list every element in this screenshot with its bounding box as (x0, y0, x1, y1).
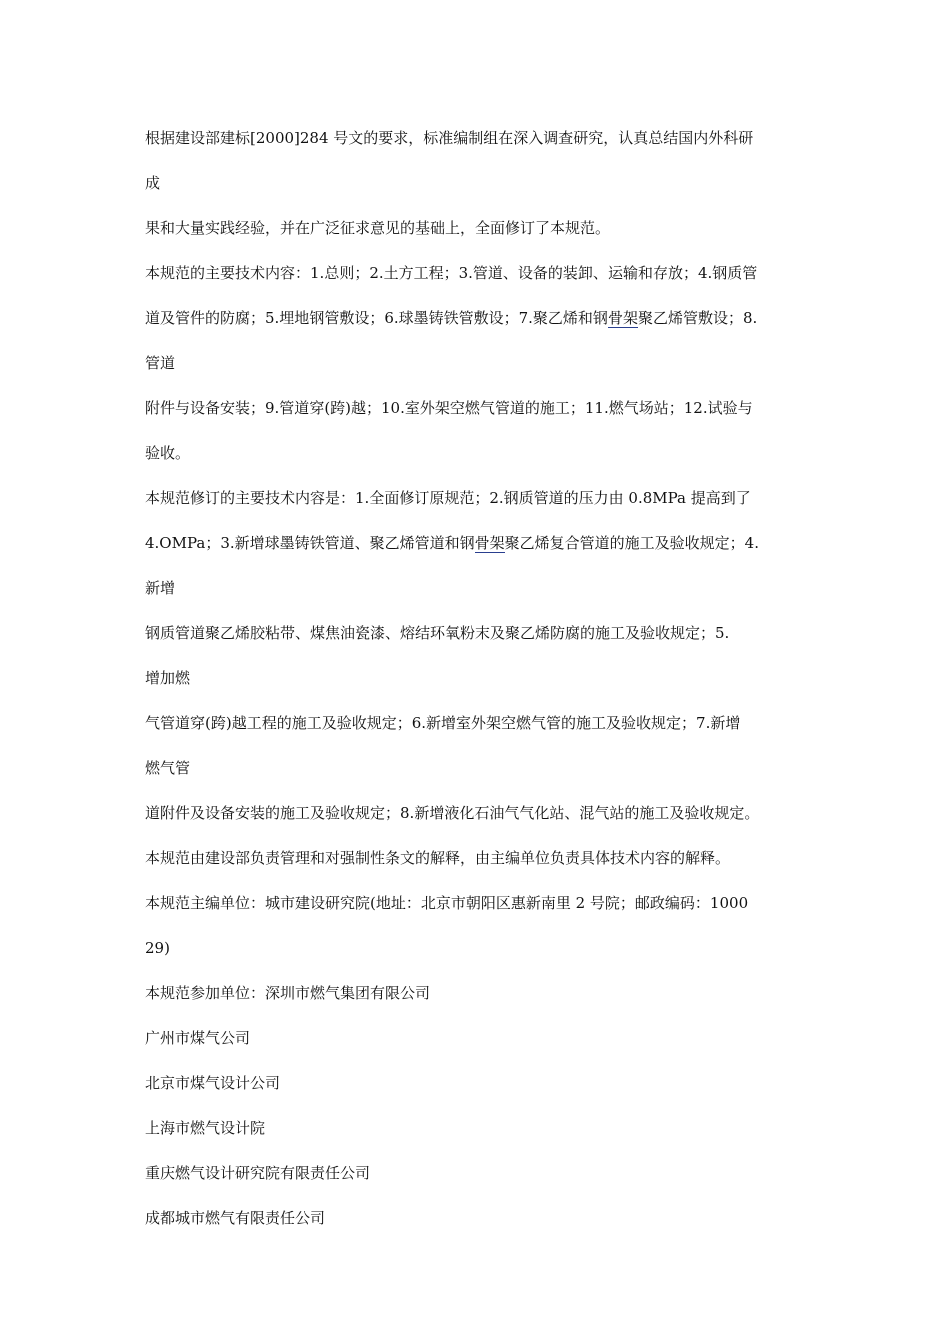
text-line: 本规范修订的主要技术内容是：1.全面修订原规范；2.钢质管道的压力由 0.8MPa 提高到了 (145, 489, 751, 507)
text-line: 气管道穿(跨)越工程的施工及验收规定；6.新增室外架空燃气管的施工及验收规定；7.新增 (145, 714, 741, 732)
text-line: 成都城市燃气有限责任公司 (145, 1209, 326, 1227)
text-line: 根据建设部建标[2000]284 号文的要求，标准编制组在深入调查研究，认真总结国内外科研 (145, 129, 754, 147)
text-line: 验收。 (145, 444, 191, 462)
text-line: 重庆燃气设计研究院有限责任公司 (145, 1164, 371, 1182)
text-line: 钢质管道聚乙烯胶粘带、煤焦油瓷漆、熔结环氧粉末及聚乙烯防腐的施工及验收规定；5. (145, 624, 730, 642)
text-line (145, 308, 757, 328)
text-line: 管道 (145, 354, 176, 372)
glossary-link[interactable]: 骨架 (474, 534, 505, 552)
text-line (145, 533, 759, 553)
text-line: 新增 (145, 579, 176, 597)
text-line: 29) (145, 939, 170, 957)
text-segment: 道及管件的防腐；5.埋地钢管敷设；6.球墨铸铁管敷设；7.聚乙烯和钢 (145, 309, 608, 327)
text-line: 北京市煤气设计公司 (145, 1074, 281, 1092)
text-line: 果和大量实践经验，并在广泛征求意见的基础上，全面修订了本规范。 (145, 219, 611, 237)
text-line: 附件与设备安装；9.管道穿(跨)越；10.室外架空燃气管道的施工；11.燃气场站；12.试验与 (145, 399, 753, 417)
text-segment: 4.OMPa；3.新增球墨铸铁管道、聚乙烯管道和钢 (145, 534, 475, 552)
text-line: 上海市燃气设计院 (145, 1119, 266, 1137)
glossary-link[interactable]: 骨架 (607, 309, 638, 327)
text-line: 本规范由建设部负责管理和对强制性条文的解释，由主编单位负责具体技术内容的解释。 (145, 849, 731, 867)
text-segment: 聚乙烯管敷设；8. (637, 309, 758, 327)
text-line: 本规范的主要技术内容：1.总则；2.土方工程；3.管道、设备的装卸、运输和存放；4.钢质管 (145, 264, 758, 282)
text-segment: 聚乙烯复合管道的施工及验收规定；4. (504, 534, 759, 552)
text-line: 本规范主编单位：城市建设研究院(地址：北京市朝阳区惠新南里 2 号院；邮政编码：1000 (145, 894, 749, 912)
text-line: 燃气管 (145, 759, 191, 777)
text-line: 道附件及设备安装的施工及验收规定；8.新增液化石油气气化站、混气站的施工及验收规定。 (145, 804, 760, 822)
text-line: 广州市煤气公司 (145, 1029, 251, 1047)
text-line: 增加燃 (145, 669, 191, 687)
text-line: 成 (145, 174, 161, 192)
text-line: 本规范参加单位：深圳市燃气集团有限公司 (145, 984, 431, 1002)
